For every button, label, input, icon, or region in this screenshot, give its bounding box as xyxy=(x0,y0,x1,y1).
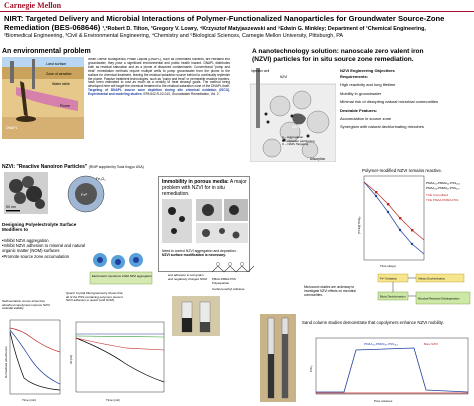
poster-title-line1: NIRT: Targeted Delivery and Microbial Interactions of Polymer-Functionalized Nanoparticles for Groundwater Source-Zone xyxy=(4,14,445,23)
sedimentation-chart xyxy=(2,318,62,404)
sedimentation-xlabel: Time (min) xyxy=(22,398,37,402)
schematic-legend xyxy=(282,136,338,147)
reactivity-legend-1: PMAA₄₂-PMMA₂₆-PSS₄₆₂ xyxy=(426,181,460,185)
column-photo xyxy=(260,314,296,402)
reactive-nanoiron-title: NZVI: "Reactive Nanoiron Particles" xyxy=(2,164,88,170)
qcm-caption: Quartz Crystal Microgravimetry shows that all of the PSS-containing polymers prevent NZVI adhesion to quartz (and NOM). xyxy=(66,291,123,303)
column-chart xyxy=(304,336,472,404)
microcosm-box-2: Abiotic Dechlorination xyxy=(418,276,446,281)
env-problem-text xyxy=(88,58,230,132)
nano-solution-heading xyxy=(252,48,472,64)
env-problem-highlight: Targeting of DNAPL source zone depletion during site chemical oxidation (ISCO). Experimental and modeling studies. xyxy=(88,88,230,97)
modifier-bullet-3: •Promote source zone accumulation xyxy=(2,253,70,259)
microcosm-box-3: Biotic Dechlorination xyxy=(380,294,406,299)
university-logo: Carnegie Mellon xyxy=(4,1,62,10)
immobility-images xyxy=(162,199,248,245)
core-label: Fe⁰ xyxy=(81,192,88,197)
qcm-ylabel: Δf (Hz) xyxy=(69,354,73,364)
sedimentation-ylabel: Normalized absorbance xyxy=(4,346,8,378)
schematic-napl: NAPL xyxy=(292,125,301,129)
legend-partitioning: B – Oil/water partitioning xyxy=(282,138,315,143)
desirable-title: Desirable Features: xyxy=(340,108,378,114)
requirement-2: Mobility in groundwater xyxy=(340,90,382,96)
polymer-structures xyxy=(210,258,260,286)
vial-photo xyxy=(172,296,220,336)
immobility-title-block xyxy=(162,179,248,197)
poster-title-line2 xyxy=(4,23,470,33)
immobility-title: Immobility in porous media: xyxy=(162,179,229,185)
schematic-adsorption: Adsorption xyxy=(310,157,326,161)
modifier-bullet-1: •Inhibit NZVI aggregation xyxy=(2,238,49,243)
requirement-1: High reactivity and long lifetime xyxy=(340,82,396,88)
polymer-label-1: PMAA-PMMA-PSS xyxy=(212,277,236,281)
nzvi-objectives xyxy=(340,68,472,130)
immobility-note xyxy=(162,249,248,257)
sedimentation-caption: Sedimentation curves show that adsorbed copolymers improve NZVI colloidal stability xyxy=(2,299,50,311)
nano-solution-heading-line2: (NZVI) particles for in situ source zone remediation. xyxy=(252,56,414,63)
modifiers-heading-line1: Designing Polyelectrolyte Surface xyxy=(2,222,77,227)
microcosm-caption: Microcosm studies are underway to investigate NZVI effects on microbial communities. xyxy=(304,285,356,297)
reactivity-xlabel: Time (days) xyxy=(380,264,396,268)
diagram-label-land: Land surface xyxy=(46,62,67,66)
reactive-nanoiron-note: (RNIP supplied by Toda Kogyo USA) xyxy=(88,165,144,169)
env-problem-body: When Dense Nonaqueous Phase Liquids (DNAPL), such as chlorinated solvents, are released into groundwater, they pose a significant environmental and public health hazard. DNAPL distributes both as residual saturation and as a plume of dissolved contaminants. Conventional "pump and treat" remediation methods require multiple wells to pump groundwater from the plume to the surface for chemical treatment, leaving the residual saturation source behind to continually replenish the plume. Passive treatment technologies, such as "pump and treat" or permeable reactive barriers, have been estimated to cost as much as a century to treat cleanup goals. The method being developed here will target the chemical treatment to the residual saturation zone of the DNAPL itself. xyxy=(88,58,230,89)
modifiers-bullets xyxy=(2,238,86,259)
env-problem-heading: An environmental problem xyxy=(2,48,91,55)
electrosteric-caption-1: Electrosteric repulsions inhibit NZVI aggregation xyxy=(92,274,152,278)
modifiers-heading-line2: Modifiers to xyxy=(2,227,29,233)
nzvi-schematic xyxy=(250,66,336,162)
title-block xyxy=(4,14,470,39)
column-legend-2: Bare NZVI xyxy=(424,342,439,346)
affiliations: ²Biomedical Engineering, ³Civil & Environmental Engineering, ⁴Chemistry and ⁵Biological Sciences, Carnegie Mellon University, Pittsburgh, PA xyxy=(4,32,344,39)
microcosm-box-4: Microbial Reductive Dehalogenation xyxy=(418,297,460,301)
qcm-chart xyxy=(66,320,168,404)
objectives-title: NZVI Engineering Objectives xyxy=(340,68,395,73)
electrosteric-figure xyxy=(88,248,154,286)
schematic-injection-well: Injection well xyxy=(251,69,270,73)
immobility-title-rest: A major problem with NZVI for in situ remediation. xyxy=(162,179,247,197)
diagram-label-water-table: Water table xyxy=(52,82,70,86)
column-caption: Sand column studies demonstrate that copolymers enhance NZVI mobility. xyxy=(302,320,444,325)
tem-scale-bar: 50 nm xyxy=(6,205,16,209)
reactivity-legend-2: PMAA₄₈-PMMA₁₇-PSS₆₅₀ xyxy=(426,186,460,190)
immobility-note-line1: Need to control NZVI aggregation and deposition: xyxy=(162,249,237,253)
title-remediation: Remediation (BES-068646) xyxy=(4,23,101,32)
tem-image xyxy=(4,172,48,214)
reactivity-legend-4: TCE PMAA-PMMA-PSS xyxy=(426,198,459,202)
legend-targeting: C – NAPL Targeting xyxy=(282,142,309,147)
column-ylabel: C/C₀ xyxy=(309,365,313,372)
immobility-note-line2: NZVI surface modification is necessary. xyxy=(162,253,226,258)
microcosm-diagram xyxy=(348,272,472,310)
reactivity-ylabel: [TCE]/[TCE]₀ xyxy=(357,216,361,234)
requirement-3: Minimal risk of disrupting natural microbial communities xyxy=(340,98,439,104)
desirable-2: Synergism with natural dechlorinating microbes xyxy=(340,124,424,130)
modifiers-heading xyxy=(2,222,86,233)
legend-aggregation: A – Aggregation xyxy=(282,135,304,139)
diagram-label-dnapl: DNAPL xyxy=(6,126,18,130)
core-shell-diagram xyxy=(58,174,114,214)
microcosm-box-1: Fe⁰ Oxidation xyxy=(380,276,397,281)
reactivity-caption: Polymer-modified NZVI remains reactive. xyxy=(362,168,443,173)
modifier-bullet-2: •Inhibit NZVI adhesion to mineral and natural organic matter (NOM) surfaces xyxy=(2,243,86,254)
polymer-label-2: Polyaspartate xyxy=(212,281,230,285)
diagram-label-plume: Plume xyxy=(60,104,70,108)
reactivity-legend-3: TCE Unmodified xyxy=(426,193,449,197)
qcm-xlabel: Time (min) xyxy=(106,398,121,402)
authors: ¹,²Robert D. Tilton, ³Gregory V. Lowry, ⁴Krzysztof Matyjaszewski and ⁵Edwin G. Minkley; Department of ¹Chemical Engineering, xyxy=(102,26,426,32)
env-problem-cite: EPA 542-R-02-010, Groundwater Remediation, Vol. 2. xyxy=(143,92,220,97)
groundwater-diagram xyxy=(2,57,84,139)
electrosteric-caption-2: and adhesion to soil grains and negatively charged NOM xyxy=(168,273,207,281)
requirements-title: Requirements: xyxy=(340,74,369,80)
schematic-nzvi: NZVI xyxy=(280,75,288,79)
desirable-1: Accumulation in source zone xyxy=(340,116,392,122)
shell-label: Fe₃O₄ xyxy=(96,177,106,181)
column-legend-1: PMAA₄₂-PMMA₂₆-PSS₄₆₂ xyxy=(364,342,398,346)
reactive-nanoiron-heading xyxy=(2,164,144,170)
nano-solution-heading-line1: A nanotechnology solution: nanoscale zero valent iron xyxy=(252,48,424,55)
reactivity-chart xyxy=(352,174,472,270)
top-bar xyxy=(0,0,474,12)
diagram-label-aeration: Zone of aeration xyxy=(46,72,72,76)
polymer-label-3: Carboxymethyl cellulose xyxy=(212,287,245,291)
column-xlabel: Pore volumes xyxy=(374,399,393,403)
